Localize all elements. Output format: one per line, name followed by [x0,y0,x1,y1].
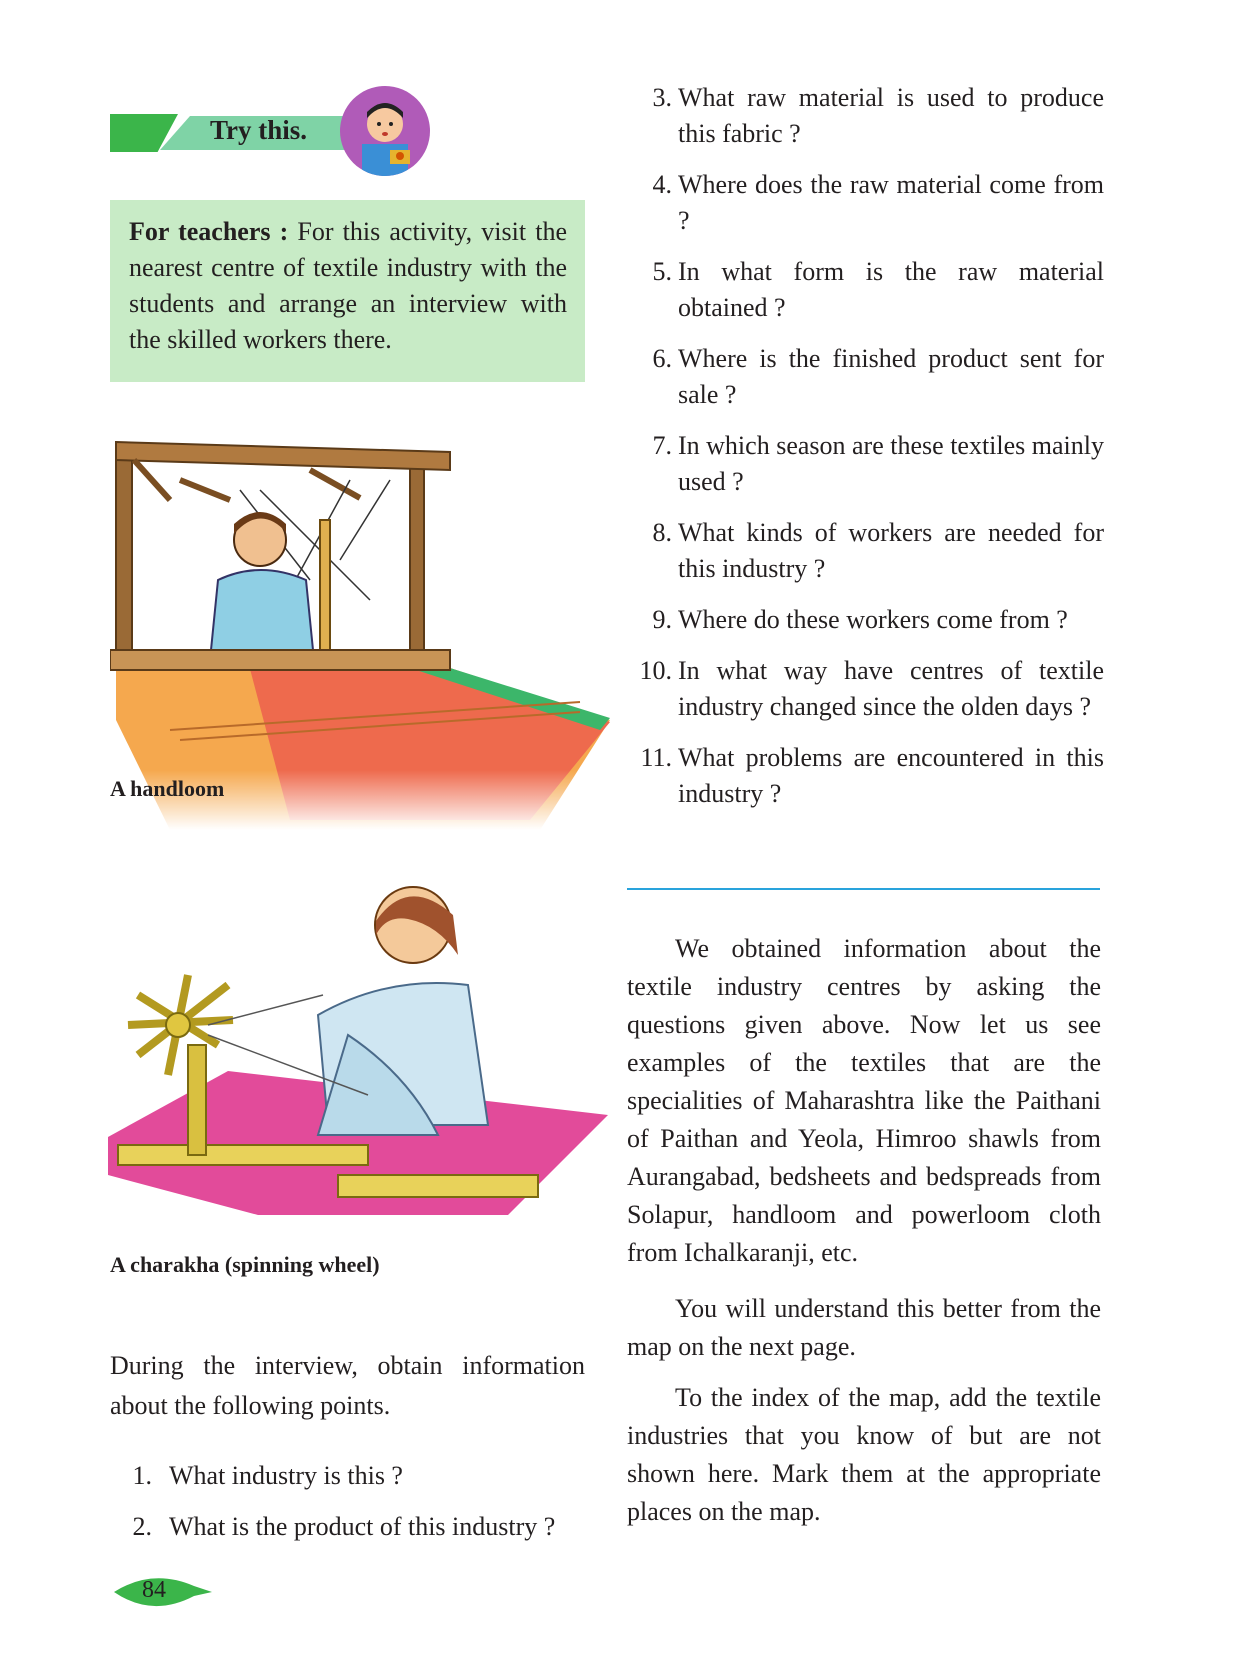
question-text: What raw material is used to produce this fabric ? [678,83,1104,148]
question-number: 7. [652,431,672,460]
question-number: 3. [652,83,672,112]
handloom-caption: A handloom [110,776,225,801]
question-number: 5. [652,257,672,286]
question-number: 1. [132,1461,152,1490]
question-text: In what form is the raw material obtained ? [678,257,1104,322]
charakha-illustration [108,875,618,1225]
page-number-leaf [112,1572,198,1612]
teacher-note-box [110,200,585,382]
charakha-caption: A charakha (spinning wheel) [110,1252,380,1277]
try-this-label: Try this. [210,115,308,145]
question-text: What industry is this ? [169,1461,403,1490]
question-text: In what way have centres of textile industry changed since the olden days ? [678,656,1104,721]
teacher-note-text: For this activity, visit the nearest centre of textile industry with the students and arrange an interview with the skilled workers there. [129,217,567,354]
question-text: What is the product of this industry ? [169,1512,556,1541]
question-number: 10. [639,656,672,685]
body-paragraph-3: To the index of the map, add the textile industries that you know of but are not shown here. Mark them at the appropriate places on the map. [627,1383,1101,1526]
list-item [634,515,1104,587]
question-number: 8. [652,518,672,547]
question-text: What problems are encountered in this industry ? [678,743,1104,808]
question-number: 11. [640,743,672,772]
list-item [634,740,1104,812]
list-item [634,653,1104,725]
question-text: Where is the finished product sent for sale ? [678,344,1104,409]
list-item [634,341,1104,413]
question-list-right [634,80,1104,827]
section-divider [627,888,1100,890]
interview-intro: During the interview, obtain information about the following points. [110,1351,585,1420]
question-number: 2. [132,1512,152,1541]
question-number: 9. [652,605,672,634]
list-item [634,254,1104,326]
kid-illustration [340,86,430,176]
list-item [122,1458,592,1494]
question-text: Where do these workers come from ? [678,605,1068,634]
list-item [634,167,1104,239]
page-number: 84 [142,1577,166,1603]
question-text: What kinds of workers are needed for this industry ? [678,518,1104,583]
body-paragraph-1: We obtained information about the textile industry centres by asking the questions given above. Now let us see examples of the textiles that are the specialities of Maharashtra like the Paithani of Paithan and Yeola, Himroo shawls from Aurangabad, bedsheets and bedspreads from Solapur, handloom and powerloom cloth from Ichalkaranji, etc. [627,934,1101,1267]
question-text: Where does the raw material come from ? [678,170,1104,235]
handloom-illustration [110,440,610,830]
teacher-note [129,214,567,358]
list-item [634,428,1104,500]
question-number: 6. [652,344,672,373]
list-item [634,602,1104,638]
list-item [122,1509,592,1545]
question-number: 4. [652,170,672,199]
question-text: In which season are these textiles mainly used ? [678,431,1104,496]
list-item [634,80,1104,152]
question-list-left [122,1458,592,1560]
body-paragraph-2: You will understand this better from the map on the next page. [627,1294,1101,1361]
teacher-note-lead: For teachers : [129,217,289,246]
